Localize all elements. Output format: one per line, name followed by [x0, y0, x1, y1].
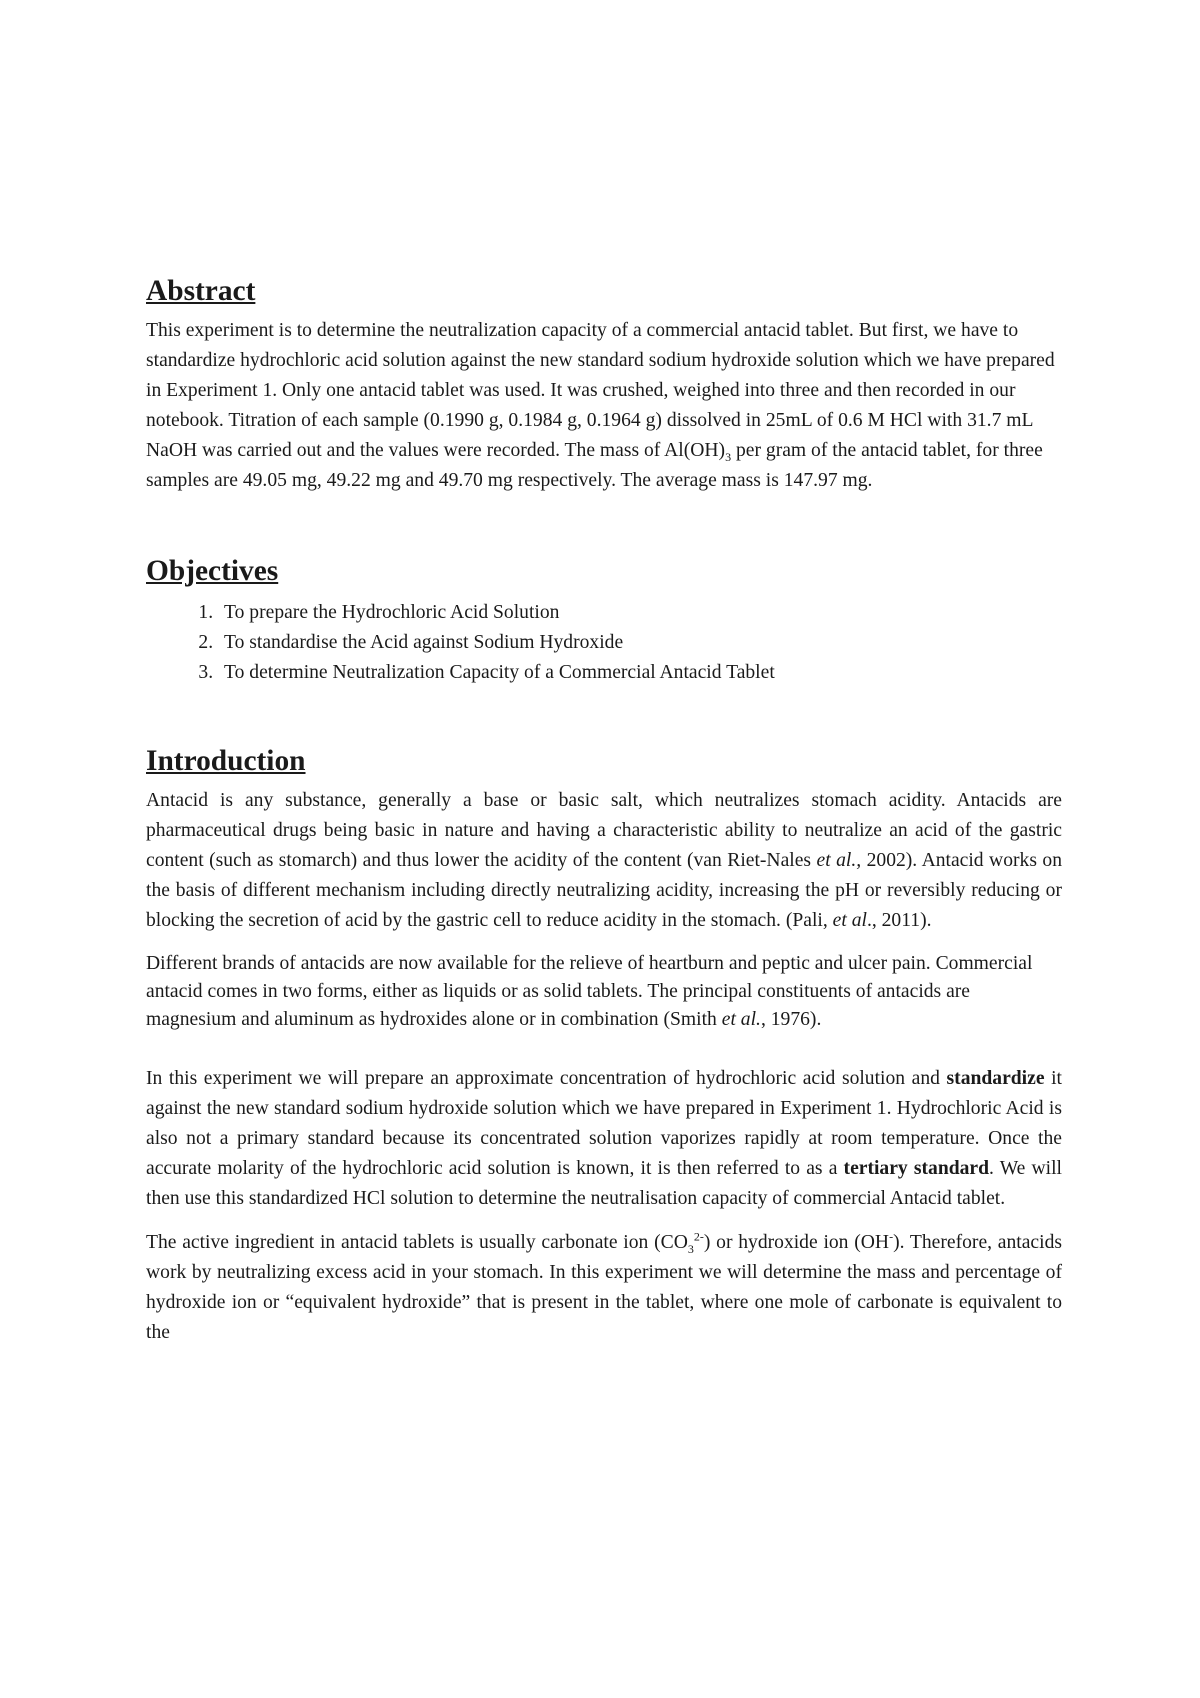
objectives-list — [146, 598, 1062, 688]
intro-p4-text-b: ) or hydroxide ion (OH — [703, 1232, 890, 1253]
intro-p1-text-a: Antacid is any substance, generally a base or basic salt, which neutralizes stomach acidity. Antacids are pharmaceutical drugs being basic in nature and having a characteristic ability to neutralize an acid of the gastric content (such as stomarch) and thus lower the acidity of the content (van Riet-Nales — [146, 790, 1062, 871]
intro-p4-superscript-2: - — [889, 1229, 894, 1244]
abstract-text-part2: per gram of the antacid tablet, for three samples are 49.05 mg, 49.22 mg and 49.70 mg respectively. The average mass is 147.97 mg. — [146, 440, 1043, 491]
intro-paragraph-1 — [146, 786, 1062, 936]
intro-p4-subscript: 3 — [687, 1241, 694, 1256]
abstract-paragraph — [146, 316, 1062, 496]
intro-p3-text-c: . We will then use this standardized HCl solution to determine the neutralisation capacity of commercial Antacid tablet. — [146, 1158, 1062, 1209]
intro-p2-text-b: , 1976). — [760, 1009, 822, 1030]
objective-item: 1. To prepare the Hydrochloric Acid Solution — [218, 598, 1062, 628]
intro-p2-text-a: Different brands of antacids are now available for the relieve of heartburn and peptic and ulcer pain. Commercial antacid comes in two forms, either as liquids or as solid tablets. The principal constituents of antacids are magnesium and aluminum as hydroxides alone or in combination (Smith — [146, 953, 1033, 1030]
intro-p1-text-c: ., 2011). — [866, 910, 932, 931]
abstract-subscript: 3 — [725, 449, 732, 464]
intro-p4-text-c: ). Therefore, antacids work by neutralizing excess acid in your stomach. In this experiment we will determine the mass and percentage of hydroxide ion or “equivalent hydroxide” that is present in the tablet, where one mole of carbonate is equivalent to the — [146, 1232, 1062, 1343]
abstract-text-part1: This experiment is to determine the neutralization capacity of a commercial antacid tablet. But first, we have to standardize hydrochloric acid solution against the new standard sodium hydroxide solution which we have prepared in Experiment 1. Only one antacid tablet was used. It was crushed, weighed into three and then recorded in our notebook. Titration of each sample (0.1990 g, 0.1984 g, 0.1964 g) dissolved in 25mL of 0.6 M HCl with 31.7 mL NaOH was carried out and the values were recorded. The mass of Al(OH) — [146, 320, 1055, 461]
intro-p2-etal: et al. — [721, 1009, 761, 1030]
intro-paragraph-4 — [146, 1228, 1062, 1348]
intro-p4-superscript: 2- — [693, 1229, 704, 1244]
intro-p3-text-b: it against the new standard sodium hydroxide solution which we have prepared in Experiment 1. Hydrochloric Acid is also not a primary standard because its concentrated solution vaporizes rapidly at room temperature. Once the accurate molarity of the hydrochloric acid solution is known, it is then referred to as a — [146, 1068, 1062, 1179]
intro-paragraph-3 — [146, 1064, 1062, 1214]
intro-p3-bold-standardize: standardize — [946, 1068, 1045, 1089]
objective-item: 2. To standardise the Acid against Sodium Hydroxide — [218, 628, 1062, 658]
intro-p3-text-a: In this experiment we will prepare an approximate concentration of hydrochloric acid solution and — [146, 1068, 947, 1089]
intro-p1-etal-1: et al., — [816, 850, 862, 871]
intro-p1-text-b: 2002). Antacid works on the basis of different mechanism including directly neutralizing acidity, increasing the pH or reversibly reducing or blocking the secretion of acid by the gastric cell to reduce acidity in the stomach. (Pali, — [146, 850, 1062, 931]
intro-p3-bold-tertiary: tertiary standard — [843, 1158, 990, 1179]
objective-item: 3. To determine Neutralization Capacity of a Commercial Antacid Tablet — [218, 658, 1062, 688]
intro-paragraph-2 — [146, 950, 1062, 1034]
intro-p4-text-a: The active ingredient in antacid tablets is usually carbonate ion (CO — [146, 1232, 688, 1253]
abstract-heading: Abstract — [146, 275, 256, 307]
intro-p1-etal-2: et al — [832, 910, 867, 931]
objectives-heading: Objectives — [146, 555, 279, 587]
document-page — [146, 276, 1062, 1348]
introduction-heading: Introduction — [146, 745, 306, 777]
